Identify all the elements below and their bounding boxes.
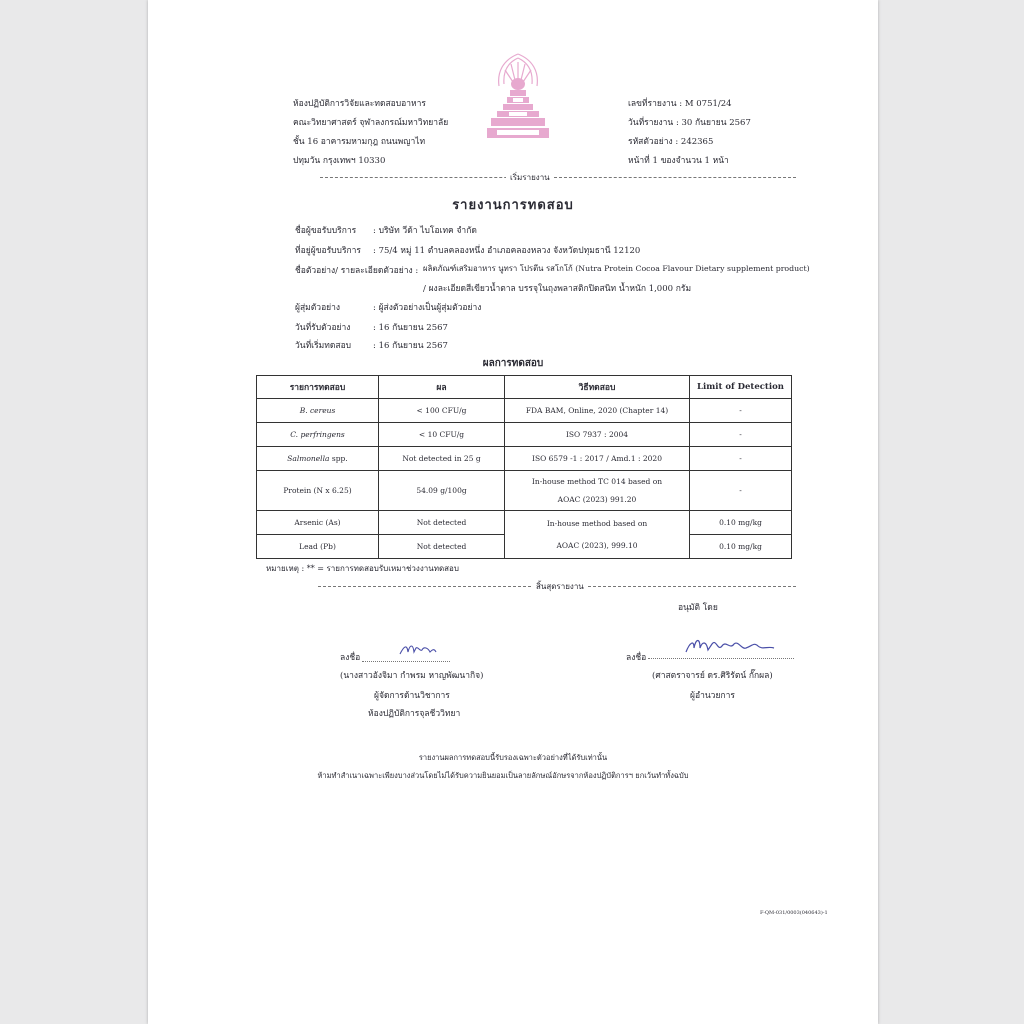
signer-right-position: ผู้อำนวยการ [690,691,735,701]
cell-method: ISO 7937 : 2004 [505,423,690,447]
cell-result: < 10 CFU/g [379,423,505,447]
approved-by-label: อนุมัติ โดย [678,603,718,613]
cell-item: B. cereus [257,399,379,423]
cell-item: Salmonella spp. [257,447,379,471]
sample-value: ผลิตภัณฑ์เสริมอาหาร นูทรา โปรตีน รสโกโก้ (Nutra Protein Cocoa Flavour Dietary supplement product) [423,264,810,273]
cell-result: Not detected [379,535,505,559]
cell-lod: 0.10 mg/kg [690,511,792,535]
start-date-label: วันที่เริ่มทดสอบ [295,341,352,351]
signature-left-icon [398,640,438,660]
page-number: หน้าที่ 1 ของจำนวน 1 หน้า [628,156,729,166]
table-row [257,399,792,423]
header-test-item: รายการทดสอบ [257,376,379,399]
cell-lod: - [690,471,792,511]
lab-name: ห้องปฏิบัติการวิจัยและทดสอบอาหาร [293,99,426,109]
report-date: วันที่รายงาน : 30 กันยายน 2567 [628,118,751,128]
sample-description: / ผงละเอียดสีเขียวน้ำตาล บรรจุในถุงพลาสติกปิดสนิท น้ำหนัก 1,000 กรัม [423,284,692,294]
header-result: ผล [379,376,505,399]
cell-item: Lead (Pb) [257,535,379,559]
table-row [257,423,792,447]
address-value: : 75/4 หมู่ 11 ตำบลคลองหนึ่ง อำเภอคลองหลวง จังหวัดปทุมธานี 12120 [373,246,641,256]
table-row [257,447,792,471]
start-date-value: : 16 กันยายน 2567 [373,341,448,351]
cell-result: 54.09 g/100g [379,471,505,511]
sign-label-right: ลงชื่อ [626,653,647,663]
table-row [257,511,792,535]
cell-method [505,471,690,511]
lab-city: ปทุมวัน กรุงเทพฯ 10330 [293,156,386,166]
cell-item: Arsenic (As) [257,511,379,535]
header-method: วิธีทดสอบ [505,376,690,399]
cell-method-line1: In-house method based on [546,518,648,528]
signer-left-unit: ห้องปฏิบัติการจุลชีววิทยา [368,709,461,719]
report-title: รายงานการทดสอบ [452,198,574,213]
cell-method-line1: In-house method TC 014 based on [531,476,663,486]
received-date-value: : 16 กันยายน 2567 [373,323,448,333]
sample-label: ชื่อตัวอย่าง/ รายละเอียดตัวอย่าง : [295,266,419,276]
end-label: สิ้นสุดรายงาน [532,580,588,593]
cell-item: Protein (N x 6.25) [257,471,379,511]
results-title: ผลการทดสอบ [482,358,544,369]
cell-lod: - [690,399,792,423]
university-emblem-icon [483,50,553,145]
results-table [256,375,792,559]
cell-method-line2: AOAC (2023) 991.20 [557,494,637,504]
cell-lod: - [690,447,792,471]
signature-right-icon [682,634,778,660]
cell-method: ISO 6579 -1 : 2017 / Amd.1 : 2020 [505,447,690,471]
cell-lod: 0.10 mg/kg [690,535,792,559]
start-label: เริ่มรายงาน [506,171,554,184]
sample-code: รหัสตัวอย่าง : 242365 [628,137,714,147]
footer-line-1: รายงานผลการทดสอบนี้รับรองเฉพาะตัวอย่างที่ได้รับเท่านั้น [418,753,608,762]
address-label: ที่อยู่ผู้ขอรับบริการ [295,246,361,256]
header-lod: Limit of Detection [690,376,792,399]
cell-result: < 100 CFU/g [379,399,505,423]
client-value: : บริษัท วีด้า ไบโอเทค จำกัด [373,226,477,236]
sign-label-left: ลงชื่อ [340,653,361,663]
cell-method: FDA BAM, Online, 2020 (Chapter 14) [505,399,690,423]
form-code: F-QM-031/0003(040643)-1 [760,910,828,916]
signer-left-name: (นางสาวอังจิมา กำพรม หาญพัฒนากิจ) [340,671,484,681]
signer-left-position: ผู้จัดการด้านวิชาการ [374,691,450,701]
table-header-row [257,376,792,399]
table-note: หมายเหตุ : ** = รายการทดสอบรับเหมาช่วงงานทดสอบ [266,564,459,573]
footer-line-2: ห้ามทำสำเนาเฉพาะเพียงบางส่วนโดยไม่ได้รับความยินยอมเป็นลายลักษณ์อักษรจากห้องปฏิบัติการฯ ยกเว้นทำทั้งฉบับ [317,771,689,780]
report-meta [628,95,751,171]
cell-method-line2: AOAC (2023), 999.10 [556,540,638,550]
lab-building: ชั้น 16 อาคารมหามกุฎ ถนนพญาไท [293,137,426,147]
cell-lod: - [690,423,792,447]
start-divider [320,177,796,178]
sampler-value: : ผู้ส่งตัวอย่างเป็นผู้สุ่มตัวอย่าง [373,303,482,313]
client-label: ชื่อผู้ขอรับบริการ [295,226,357,236]
report-page [148,0,878,1024]
lab-address [293,95,448,171]
cell-result: Not detected in 25 g [379,447,505,471]
cell-result: Not detected [379,511,505,535]
cell-item: C. perfringens [257,423,379,447]
lab-faculty: คณะวิทยาศาสตร์ จุฬาลงกรณ์มหาวิทยาลัย [293,118,449,128]
report-number: เลขที่รายงาน : M 0751/24 [628,99,732,109]
signature-line-left [362,661,450,662]
signer-right-name: (ศาสตราจารย์ ดร.ศิริรัตน์ กั๊กผล) [652,671,773,681]
received-date-label: วันที่รับตัวอย่าง [295,323,351,333]
cell-item-genus: Salmonella [287,454,330,463]
cell-method-merged [505,511,690,559]
sampler-label: ผู้สุ่มตัวอย่าง [295,303,341,313]
table-row [257,471,792,511]
